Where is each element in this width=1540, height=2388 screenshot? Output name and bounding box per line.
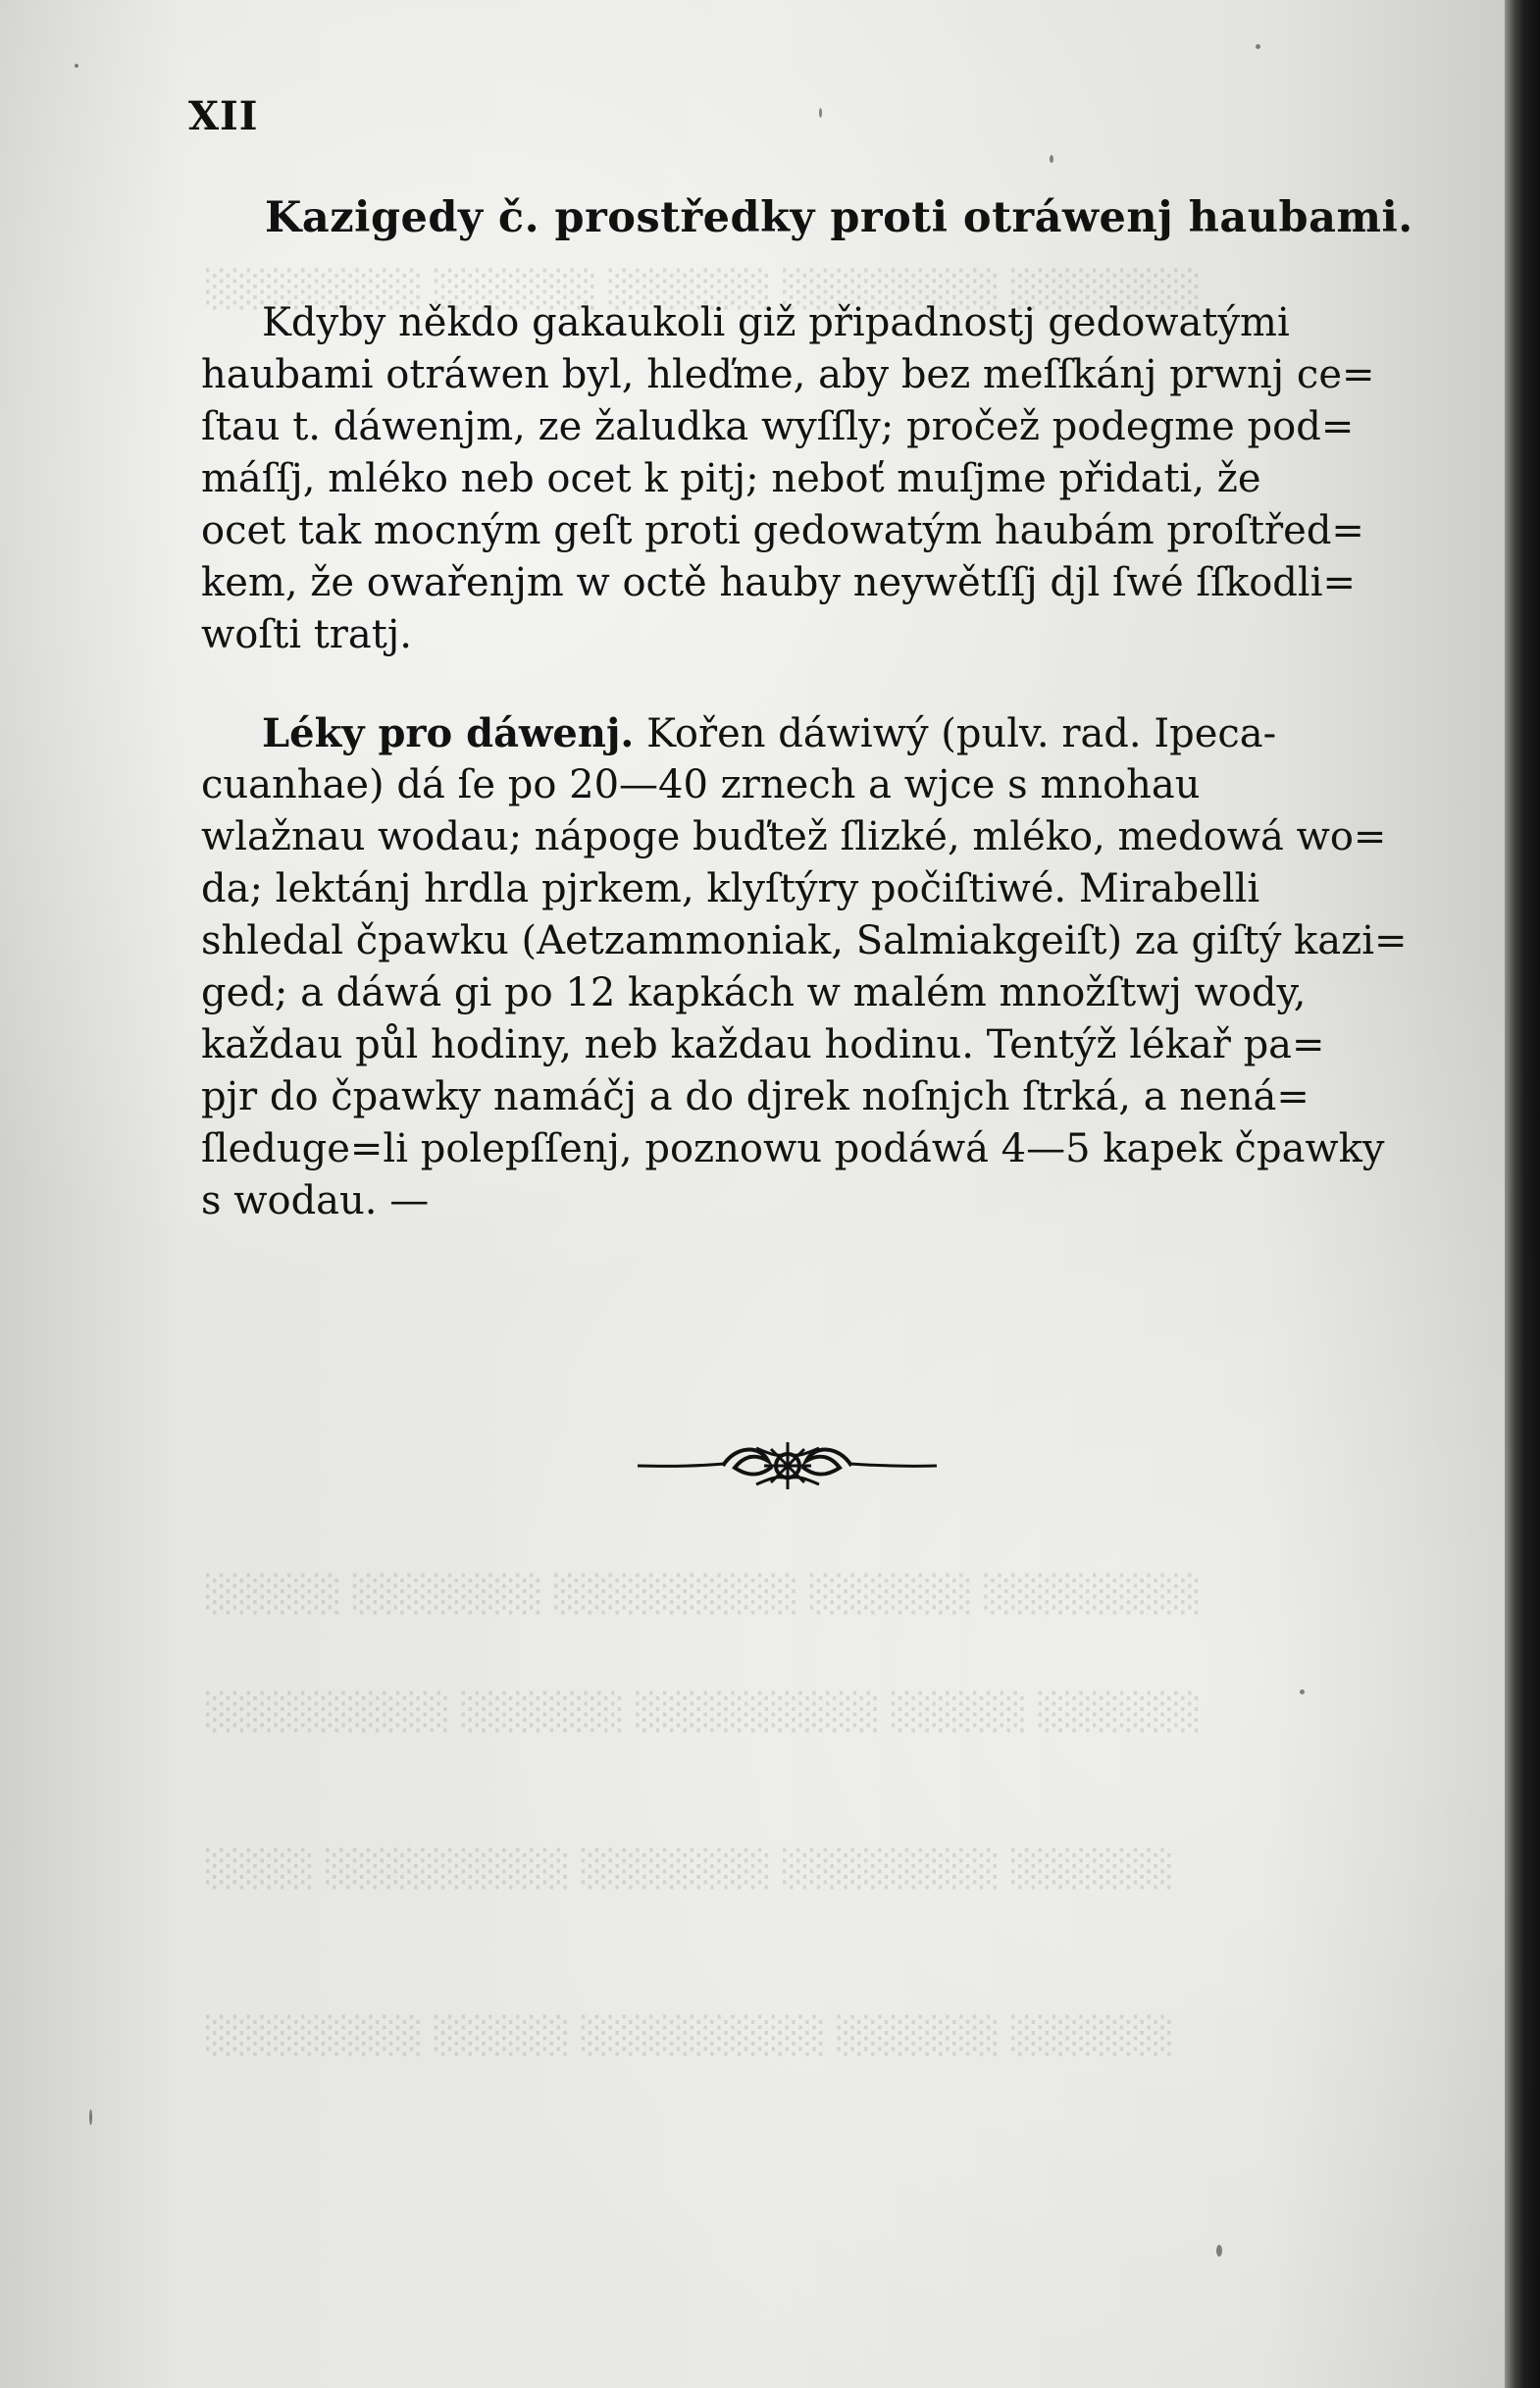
- print-speck: [819, 108, 822, 118]
- paragraph-line: haubami otráwen byl, hleďme, aby bez meſſkánj prwnj ce=: [201, 352, 1375, 397]
- paragraph-line: Kdyby někdo gakaukoli giž připadnostj gedowatými: [262, 300, 1290, 345]
- print-speck: [1216, 2245, 1222, 2257]
- paragraph-line: [201, 707, 1383, 759]
- show-through-text: ░░░░░ ░░░░░░░ ░░░░░░░░░ ░░░░░░ ░░░░░░░░: [206, 1575, 1202, 1615]
- paragraph-line: ſtau t. dáwenjm, ze žaludka wyſſly; pročež podegme pod=: [201, 404, 1355, 449]
- decorative-vine-ornament-icon: [633, 1430, 942, 1501]
- print-speck: [75, 64, 78, 68]
- paragraph-line: kem, že owařenjm w octě hauby neywětſſj djl ſwé ſſkodli=: [201, 560, 1357, 605]
- paragraph-line: woſti tratj.: [201, 612, 412, 657]
- paragraph-lead: Léky pro dáwenj.: [262, 710, 635, 756]
- show-through-text: ░░░░░░░░ ░░░░░ ░░░░░░░░░ ░░░░░░ ░░░░░░: [206, 2016, 1175, 2056]
- page-binding-shadow: [1505, 0, 1540, 2388]
- print-speck: [1256, 44, 1260, 49]
- paragraph-line: ocet tak mocným geſt proti gedowatým haubám proſtřed=: [201, 508, 1364, 553]
- paragraph-line: wlažnau wodau; nápoge buďtež ſlizké, mléko, medowá wo=: [201, 814, 1387, 859]
- print-speck: [89, 2109, 92, 2125]
- paragraph-line: shledal čpawku (Aetzammoniak, Salmiakgeiſt) za giſtý kazi=: [201, 918, 1408, 963]
- show-through-text: ░░░░ ░░░░░░░░░ ░░░░░░░ ░░░░░░░░ ░░░░░░: [206, 1849, 1175, 1890]
- show-through-text: ░░░░░░░░░ ░░░░░░ ░░░░░░░░░ ░░░░░ ░░░░░░: [206, 1692, 1202, 1733]
- paragraph-line: pjr do čpawky namáčj a do djrek noſnjch ſtrká, a nená=: [201, 1074, 1309, 1119]
- paragraph-line: máſſj, mléko neb ocet k pitj; neboť muſjme přidati, že: [201, 456, 1261, 501]
- paragraph-emetics: [201, 707, 1408, 1227]
- show-through-text: ░░░░░░░░ ░░░░░░ ░░░░░░ ░░░░░░░░ ░░░░░░░: [206, 270, 1202, 310]
- paragraph-line: ſleduge=li polepſſenj, poznowu podáwá 4—5 kapek čpawky: [201, 1126, 1385, 1171]
- paragraph-line: ged; a dáwá gi po 12 kapkách w malém množſtwj wody,: [201, 970, 1307, 1015]
- section-heading: Kazigedy č. prostředky proti otráwenj haubami.: [265, 193, 1413, 242]
- paragraph-line: každau půl hodiny, neb každau hodinu. Tentýž lékař pa=: [201, 1022, 1325, 1067]
- paragraph-line: da; lektánj hrdla pjrkem, klyſtýry počiſtiwé. Mirabelli: [201, 866, 1260, 911]
- paragraph-warning: [201, 297, 1383, 661]
- paragraph-line: cuanhae) dá ſe po 20—40 zrnech a wjce s mnohau: [201, 762, 1201, 807]
- page-number: XII: [188, 93, 259, 139]
- print-speck: [1050, 155, 1053, 163]
- paragraph-line-text: Kořen dáwiwý (pulv. rad. Ipeca-: [646, 711, 1277, 756]
- paragraph-line: s wodau. —: [201, 1178, 430, 1223]
